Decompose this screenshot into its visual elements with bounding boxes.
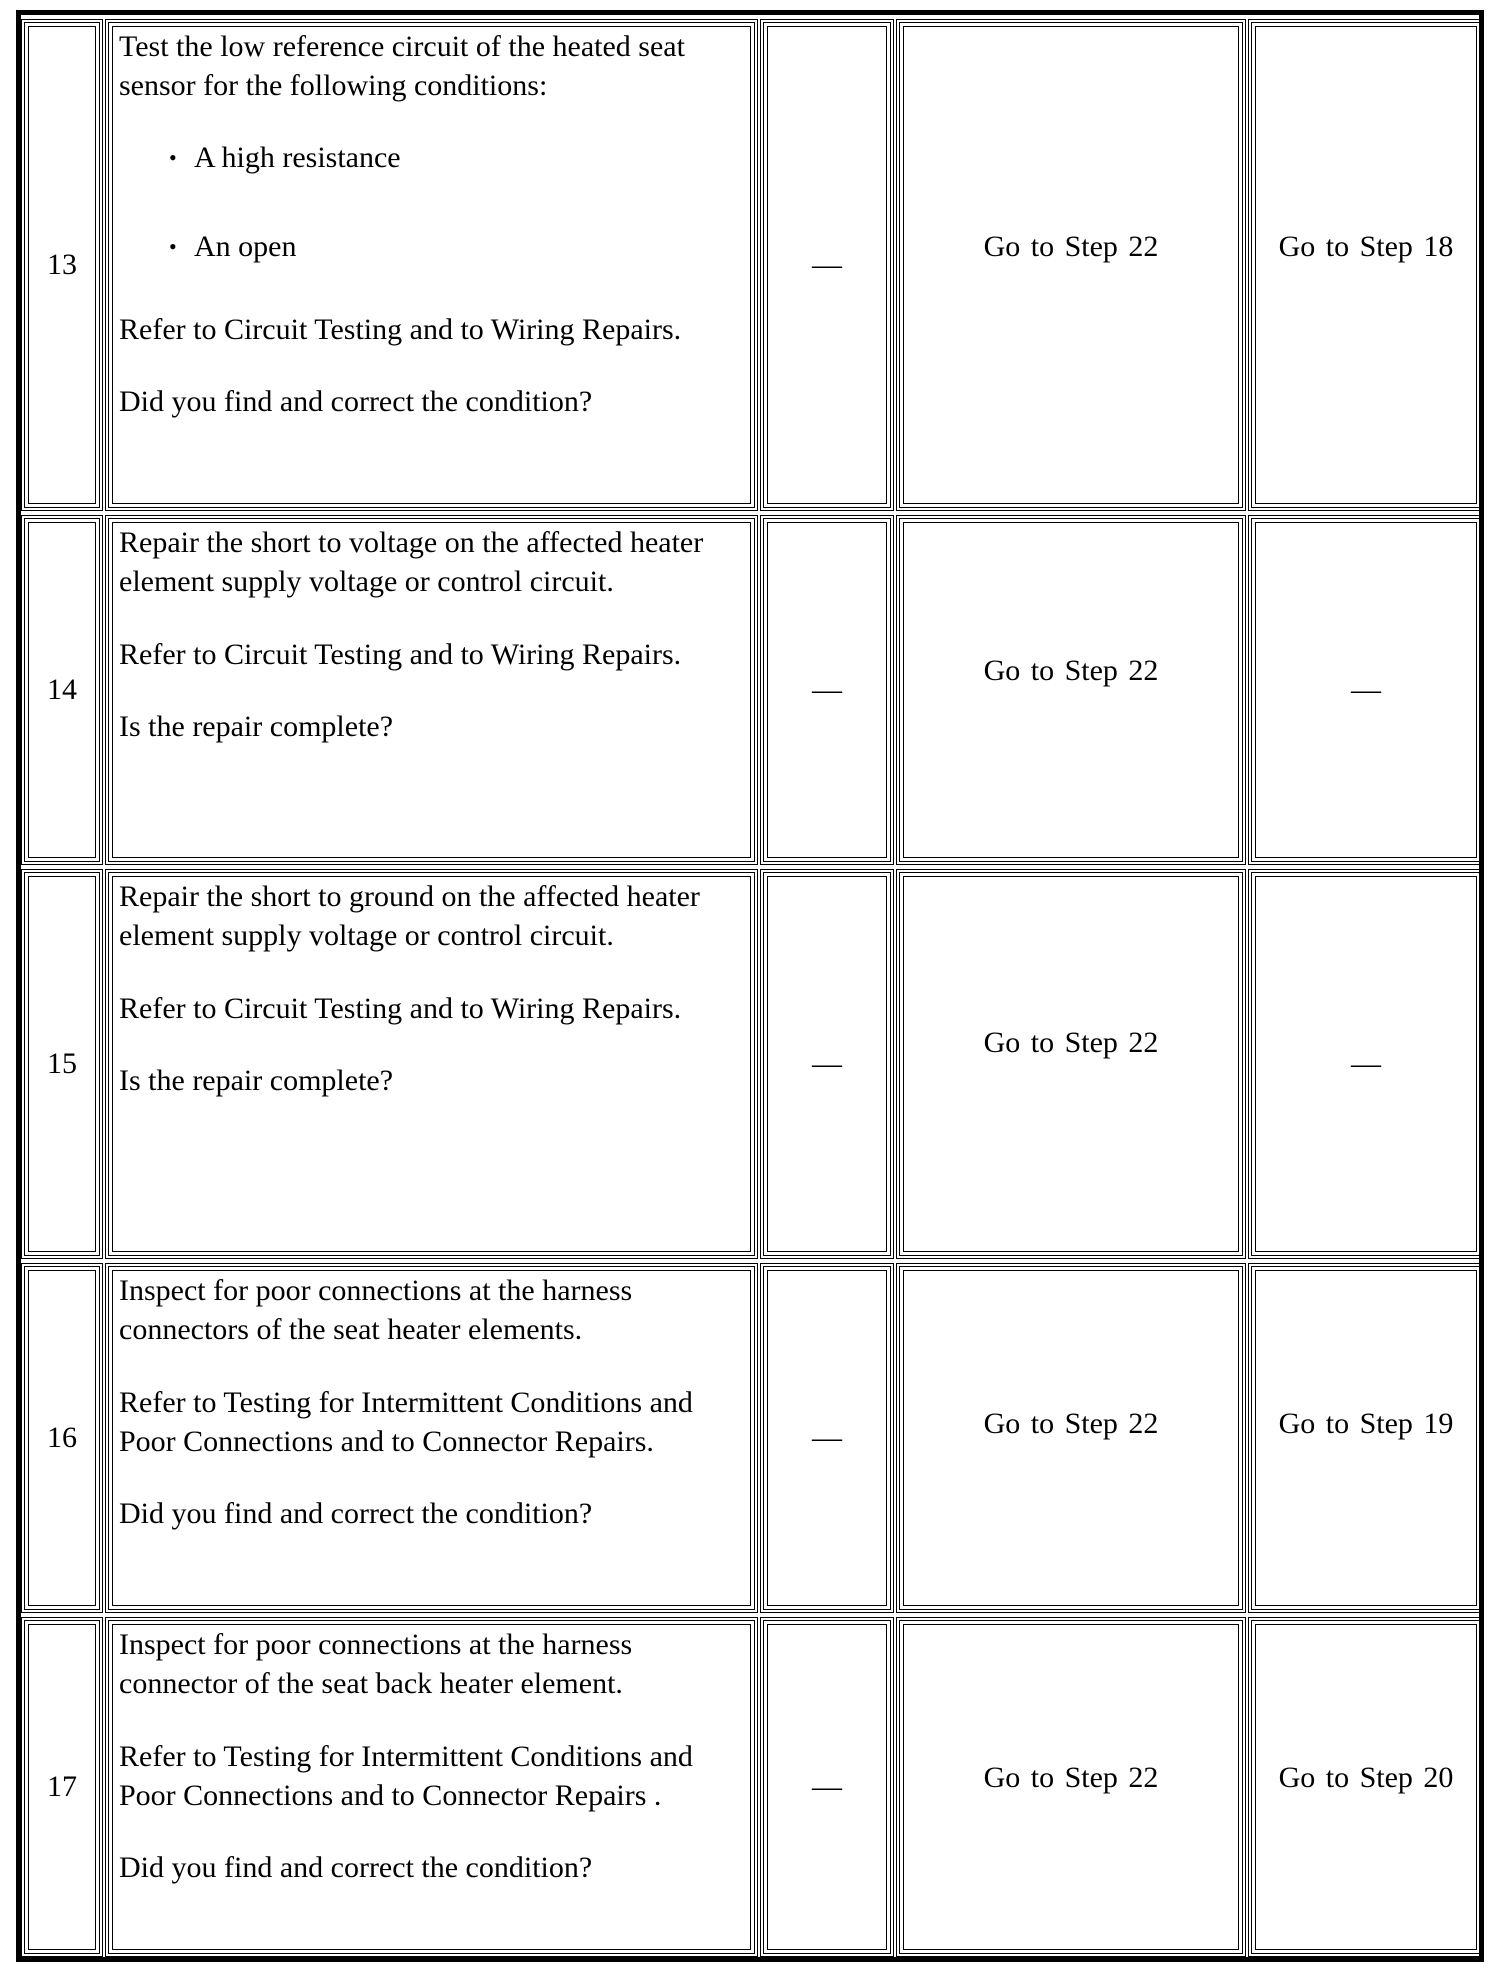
yes-goto-text: Go to Step 22 (983, 1407, 1159, 1440)
table-row (21, 19, 1479, 511)
yes-cell (896, 19, 1246, 511)
yes-cell (896, 869, 1246, 1259)
yes-goto-text: Go to Step 22 (983, 654, 1159, 687)
step-number-cell (21, 869, 103, 1259)
action-intro: Repair the short to voltage on the affected heater element supply voltage or control circuit. (119, 526, 704, 598)
action-cell (105, 1263, 758, 1613)
value-text: — (812, 248, 842, 281)
action-cell (105, 515, 758, 865)
value-cell (760, 19, 894, 511)
step-number-cell (21, 19, 103, 511)
step-number: 15 (47, 1047, 77, 1080)
step-number-cell (21, 1617, 103, 1957)
value-cell (760, 515, 894, 865)
action-refer: Refer to Testing for Intermittent Conditions and Poor Connections and to Connector Repairs . (119, 1740, 693, 1812)
yes-cell (896, 1263, 1246, 1613)
no-cell (1248, 869, 1484, 1259)
action-refer: Refer to Circuit Testing and to Wiring Repairs. (119, 992, 682, 1025)
action-question: Is the repair complete? (119, 710, 394, 743)
no-goto-text: Go to Step 20 (1278, 1761, 1454, 1794)
value-text: — (812, 673, 842, 706)
diagnostic-table (16, 10, 1484, 1962)
table-row (21, 515, 1479, 865)
table-row (21, 869, 1479, 1259)
value-text: — (812, 1770, 842, 1803)
no-goto-text: — (1351, 1047, 1381, 1080)
action-question: Is the repair complete? (119, 1064, 394, 1097)
action-refer: Refer to Circuit Testing and to Wiring Repairs. (119, 313, 682, 346)
step-number-cell (21, 1263, 103, 1613)
action-question: Did you find and correct the condition? (119, 1497, 593, 1530)
action-cell (105, 1617, 758, 1957)
action-intro: Inspect for poor connections at the harness connector of the seat back heater element. (119, 1628, 633, 1700)
step-number: 17 (47, 1770, 77, 1803)
action-intro: Test the low reference circuit of the heated seat sensor for the following conditions: (119, 30, 685, 102)
action-intro: Repair the short to ground on the affected heater element supply voltage or control circuit. (119, 880, 700, 952)
no-goto-text: Go to Step 19 (1278, 1407, 1454, 1440)
no-cell (1248, 1617, 1484, 1957)
step-number: 14 (47, 673, 77, 706)
yes-cell (896, 1617, 1246, 1957)
no-cell (1248, 19, 1484, 511)
yes-goto-text: Go to Step 22 (983, 230, 1159, 263)
step-number: 16 (47, 1421, 77, 1454)
yes-goto-text: Go to Step 22 (983, 1026, 1159, 1059)
action-question: Did you find and correct the condition? (119, 385, 593, 418)
no-goto-text: Go to Step 18 (1278, 230, 1454, 263)
no-goto-text: — (1351, 673, 1381, 706)
step-number-cell (21, 515, 103, 865)
action-question: Did you find and correct the condition? (119, 1851, 593, 1884)
action-cell (105, 19, 758, 511)
value-text: — (812, 1421, 842, 1454)
no-cell (1248, 515, 1484, 865)
table-row (21, 1617, 1479, 1957)
action-refer: Refer to Testing for Intermittent Conditions and Poor Connections and to Connector Repairs. (119, 1386, 693, 1458)
no-cell (1248, 1263, 1484, 1613)
value-cell (760, 869, 894, 1259)
value-cell (760, 1263, 894, 1613)
action-refer: Refer to Circuit Testing and to Wiring Repairs. (119, 638, 682, 671)
value-text: — (812, 1047, 842, 1080)
action-cell (105, 869, 758, 1259)
yes-cell (896, 515, 1246, 865)
table-row (21, 1263, 1479, 1613)
condition-list (119, 138, 744, 266)
list-item: • A high resistance (169, 138, 744, 177)
step-number: 13 (47, 248, 77, 281)
list-item: • An open (169, 227, 744, 266)
yes-goto-text: Go to Step 22 (983, 1761, 1159, 1794)
value-cell (760, 1617, 894, 1957)
action-intro: Inspect for poor connections at the harness connectors of the seat heater elements. (119, 1274, 633, 1346)
